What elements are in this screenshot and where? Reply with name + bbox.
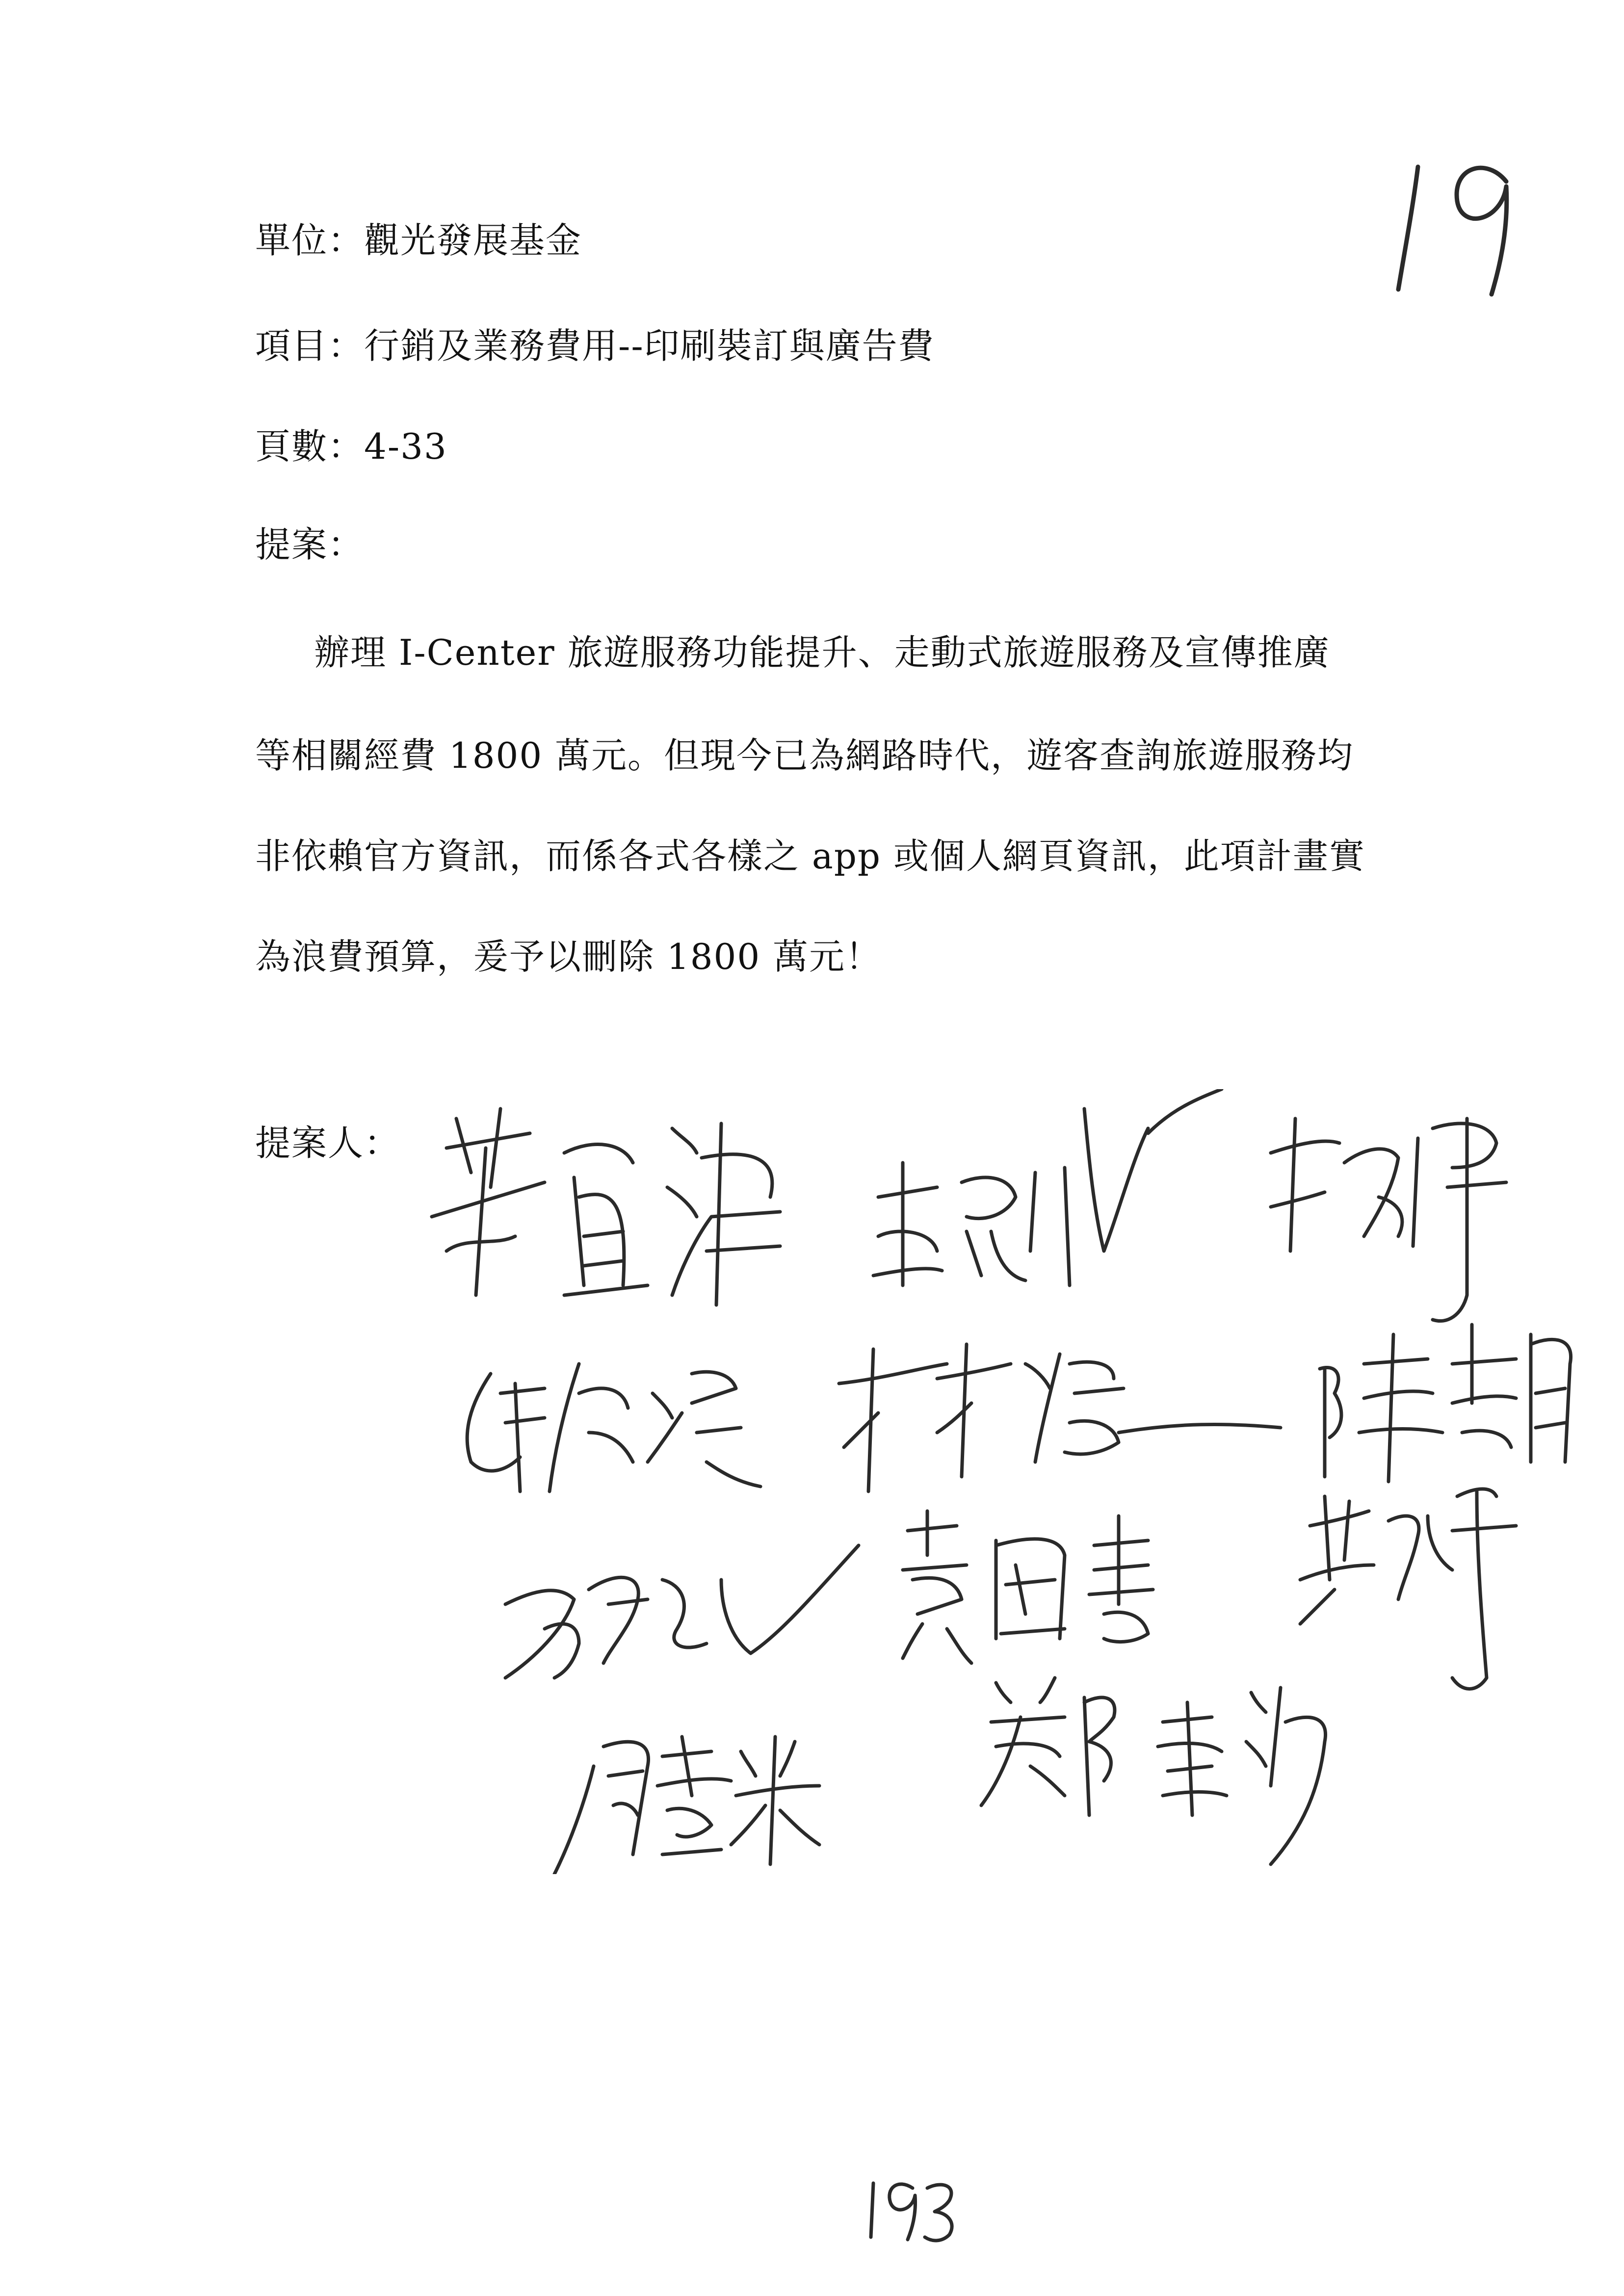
proposal-heading: 提案：	[255, 524, 365, 565]
signature-1	[432, 1109, 780, 1305]
signature-8	[903, 1511, 1153, 1663]
proposal-body-line: 辦理 I-Center 旅遊服務功能提升、走動式旅遊服務及宣傳推廣	[314, 632, 1330, 673]
page-count-value: 4-33	[364, 426, 447, 467]
proposer-label: 提案人：	[255, 1122, 401, 1164]
unit-line	[255, 218, 582, 262]
handwritten-page-number	[859, 2168, 967, 2247]
item-value: 行銷及業務費用--印刷裝訂與廣告費	[364, 325, 935, 366]
handwritten-signatures	[417, 1089, 1595, 1874]
signature-5	[839, 1344, 1281, 1491]
handwritten-corner-number	[1384, 147, 1531, 309]
signature-3	[1271, 1119, 1506, 1321]
page-count-label: 頁數：	[255, 426, 365, 467]
item-line	[255, 324, 935, 368]
signature-9	[1300, 1489, 1516, 1689]
signature-10	[554, 1737, 819, 1874]
page-count-line	[255, 424, 447, 469]
signature-4	[467, 1364, 760, 1491]
proposal-body-line: 等相關經費 1800 萬元。但現今已為網路時代，遊客查詢旅遊服務均	[255, 735, 1354, 776]
signature-7	[505, 1545, 859, 1678]
item-label: 項目：	[255, 325, 365, 366]
signature-6	[1320, 1325, 1571, 1482]
proposal-body-line: 非依賴官方資訊，而係各式各樣之 app 或個人網頁資訊，此項計畫實	[255, 835, 1365, 877]
signature-2	[873, 1089, 1222, 1285]
proposal-body-line: 為浪費預算，爰予以刪除 1800 萬元！	[255, 936, 882, 977]
unit-value: 觀光發展基金	[364, 220, 582, 261]
signature-11	[981, 1678, 1326, 1864]
unit-label: 單位：	[255, 220, 365, 261]
